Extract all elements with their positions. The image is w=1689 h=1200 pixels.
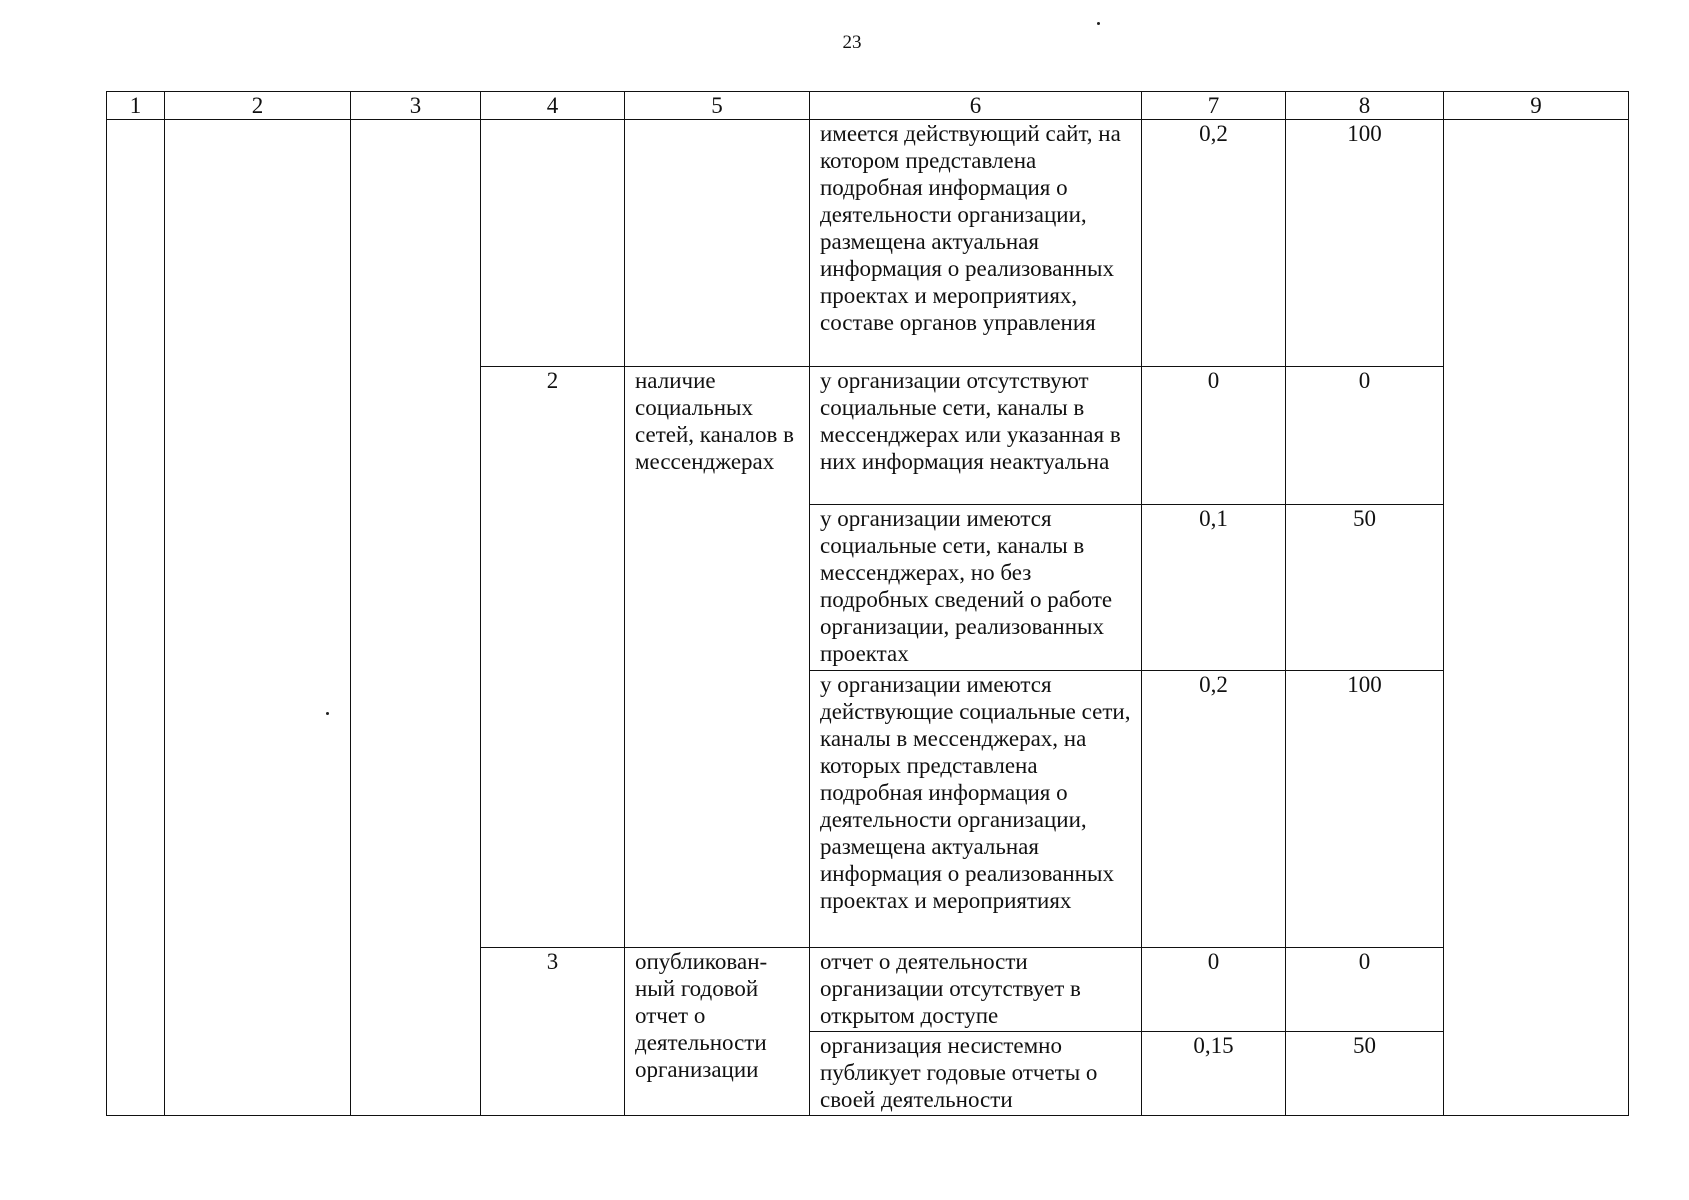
indicator-number: 3 (481, 948, 625, 1116)
column-number: 4 (481, 92, 625, 120)
option-score: 50 (1286, 505, 1444, 671)
indicator-name (625, 120, 810, 367)
option-weight: 0,1 (1142, 505, 1286, 671)
column-number: 7 (1142, 92, 1286, 120)
column-number-row (107, 92, 1629, 120)
column-number: 2 (165, 92, 351, 120)
option-description: у организации отсутствуют социальные сети, каналы в мессенджерах или указанная в них информация неактуальна (810, 367, 1142, 505)
table-row (107, 120, 1629, 367)
column-number: 9 (1444, 92, 1629, 120)
option-weight: 0 (1142, 367, 1286, 505)
option-description: у организации имеются социальные сети, каналы в мессенджерах, но без подробных сведений о работе организации, реализованных проектах (810, 505, 1142, 671)
column-number: 8 (1286, 92, 1444, 120)
option-weight: 0,15 (1142, 1032, 1286, 1116)
option-description: организация несистемно публикует годовые отчеты о своей деятельности (810, 1032, 1142, 1116)
col1-cell (107, 120, 165, 1116)
column-number: 3 (351, 92, 481, 120)
option-score: 100 (1286, 671, 1444, 948)
indicator-name: опубликован-ный годовой отчет о деятельности организации (625, 948, 810, 1116)
column-number: 6 (810, 92, 1142, 120)
page-number: 23 (842, 32, 862, 53)
option-weight: 0,2 (1142, 671, 1286, 948)
scan-speck (1097, 22, 1100, 25)
criteria-table (106, 91, 1629, 1116)
option-score: 50 (1286, 1032, 1444, 1116)
col9-cell (1444, 120, 1629, 1116)
indicator-number: 2 (481, 367, 625, 948)
option-description: имеется действующий сайт, на котором представлена подробная информация о деятельности организации, размещена актуальная информация о реализованных проектах и мероприятиях, составе органов управления (810, 120, 1142, 367)
column-number: 5 (625, 92, 810, 120)
indicator-number (481, 120, 625, 367)
col2-cell (165, 120, 351, 1116)
col3-cell (351, 120, 481, 1116)
option-description: у организации имеются действующие социальные сети, каналы в мессенджерах, на которых представлена подробная информация о деятельности организации, размещена актуальная информация о реализованных проектах и мероприятиях (810, 671, 1142, 948)
option-score: 0 (1286, 948, 1444, 1032)
option-weight: 0,2 (1142, 120, 1286, 367)
column-number: 1 (107, 92, 165, 120)
option-description: отчет о деятельности организации отсутствует в открытом доступе (810, 948, 1142, 1032)
option-score: 0 (1286, 367, 1444, 505)
indicator-name: наличие социальных сетей, каналов в мессенджерах (625, 367, 810, 948)
option-weight: 0 (1142, 948, 1286, 1032)
option-score: 100 (1286, 120, 1444, 367)
